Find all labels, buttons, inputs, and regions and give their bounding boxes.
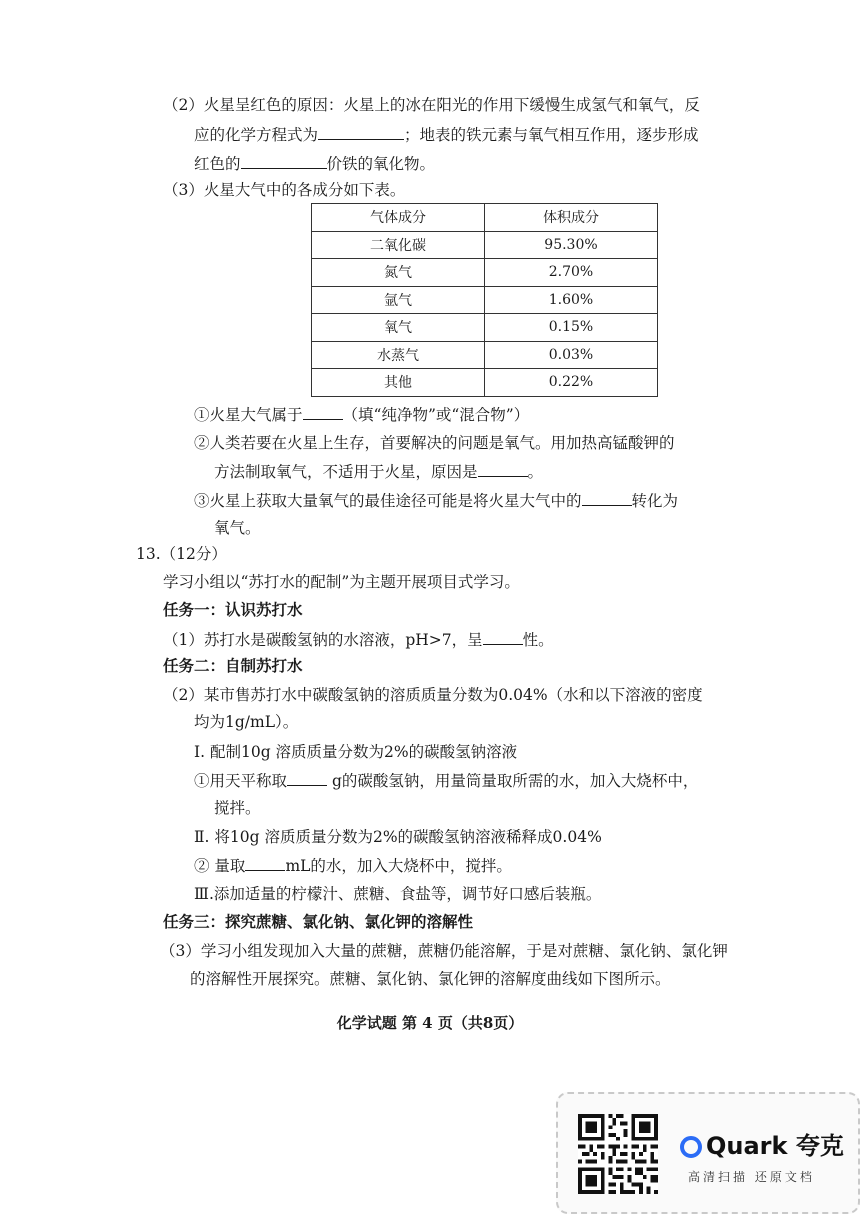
table-row — [312, 259, 658, 287]
table-header-row — [312, 204, 658, 232]
table-cell-volume: 0.22% — [485, 369, 658, 397]
answer-blank[interactable] — [287, 770, 327, 786]
table-header-cell: 体积成分 — [485, 204, 658, 232]
q12-sub3-line1-start: ③火星上获取大量氧气的最佳途径可能是将火星大气中的 — [194, 492, 582, 510]
q12-sub2-line2-end: 。 — [527, 463, 544, 481]
answer-blank[interactable] — [303, 404, 343, 420]
q12-sub2-line2-start: 方法制取氧气，不适用于火星，原因是 — [214, 463, 478, 481]
table-cell-volume: 1.60% — [485, 286, 658, 314]
quark-logo-icon — [680, 1136, 702, 1158]
q13-part1 — [163, 629, 554, 650]
q12-part2-line1: （2）火星呈红色的原因：火星上的冰在阳光的作用下缓慢生成氢气和氧气，反 — [163, 96, 700, 114]
q13-part2-line1: （2）某市售苏打水中碳酸氢钠的溶质质量分数为0.04%（水和以下溶液的密度 — [163, 686, 703, 704]
table-cell-gas: 二氧化碳 — [312, 231, 485, 259]
q12-sub3-line2: 氧气。 — [214, 519, 261, 537]
quark-subtitle: 高清扫描 还原文档 — [688, 1170, 815, 1184]
table-cell-volume: 0.03% — [485, 341, 658, 369]
q12-part2-line2 — [194, 124, 699, 145]
table-cell-gas: 氮气 — [312, 259, 485, 287]
q13-header: 13.（12分） — [136, 545, 227, 563]
q12-sub2-line2 — [214, 461, 543, 482]
answer-blank[interactable] — [245, 855, 285, 871]
q13-step1: Ⅰ. 配制10g 溶质质量分数为2%的碳酸氢钠溶液 — [194, 743, 518, 761]
table-cell-volume: 0.15% — [485, 314, 658, 342]
quark-brand-text: Quark 夸克 — [706, 1132, 844, 1160]
q13-step2-question-end: mL的水，加入大烧杯中，搅拌。 — [285, 857, 512, 875]
table-cell-gas: 氩气 — [312, 286, 485, 314]
table-cell-volume: 2.70% — [485, 259, 658, 287]
q12-part3-line1: （3）火星大气中的各成分如下表。 — [163, 181, 406, 199]
q13-step2-question-start: ② 量取 — [194, 857, 246, 875]
answer-blank[interactable] — [318, 124, 404, 140]
q13-step1-question-start: ①用天平称取 — [194, 772, 288, 790]
table-row — [312, 341, 658, 369]
q13-step1-question-line2: 搅拌。 — [214, 799, 261, 817]
q13-part2-line2: 均为1g/mL）。 — [194, 713, 299, 731]
q12-sub3-line1-end: 转化为 — [631, 492, 679, 510]
q12-sub1-start: ①火星大气属于 — [194, 406, 303, 424]
q12-part2-line2-end: ；地表的铁元素与氧气相互作用，逐步形成 — [404, 126, 699, 144]
q13-step2-question — [194, 855, 512, 876]
q12-sub1-end: （填“纯净物”或“混合物”） — [342, 406, 530, 424]
table-row — [312, 286, 658, 314]
page-footer: 化学试题 第 4 页（共8页） — [336, 1014, 524, 1032]
q12-part2-line2-start: 应的化学方程式为 — [194, 126, 319, 144]
q12-sub2-line1: ②人类若要在火星上生存，首要解决的问题是氧气。用加热高锰酸钾的 — [194, 434, 675, 452]
mars-atmosphere-table — [311, 203, 658, 397]
q13-part1-end: 性。 — [522, 631, 554, 649]
answer-blank[interactable] — [478, 461, 528, 477]
q13-step2: Ⅱ. 将10g 溶质质量分数为2%的碳酸氢钠溶液稀释成0.04% — [194, 828, 602, 846]
q12-part2-line3-start: 红色的 — [194, 155, 241, 173]
q13-step1-question — [194, 770, 698, 791]
answer-blank[interactable] — [241, 153, 327, 169]
qr-code-icon — [578, 1114, 658, 1194]
quark-watermark — [556, 1092, 860, 1214]
q13-task3-title: 任务三：探究蔗糖、氯化钠、氯化钾的溶解性 — [163, 912, 474, 931]
table-row — [312, 231, 658, 259]
quark-logo — [680, 1126, 844, 1161]
q13-part3-line1: （3）学习小组发现加入大量的蔗糖，蔗糖仍能溶解，于是对蔗糖、氯化钠、氯化钾 — [160, 942, 728, 960]
q12-sub1 — [194, 404, 529, 425]
q13-step1-question-end: g的碳酸氢钠，用量筒量取所需的水，加入大烧杯中， — [327, 772, 699, 790]
q13-task1-title: 任务一：认识苏打水 — [163, 600, 303, 619]
q12-sub3-line1 — [194, 490, 678, 511]
q12-part2-line3 — [194, 153, 435, 174]
table-cell-gas: 其他 — [312, 369, 485, 397]
table-cell-gas: 氧气 — [312, 314, 485, 342]
q13-intro: 学习小组以“苏打水的配制”为主题开展项目式学习。 — [163, 573, 520, 591]
q13-step3: Ⅲ.添加适量的柠檬汁、蔗糖、食盐等，调节好口感后装瓶。 — [194, 885, 602, 903]
q13-part1-start: （1）苏打水是碳酸氢钠的水溶液，pH>7，呈 — [163, 631, 483, 649]
table-row — [312, 369, 658, 397]
q13-task2-title: 任务二：自制苏打水 — [163, 656, 303, 675]
table-header-cell: 气体成分 — [312, 204, 485, 232]
answer-blank[interactable] — [582, 490, 632, 506]
table-cell-volume: 95.30% — [485, 231, 658, 259]
table-row — [312, 314, 658, 342]
table-cell-gas: 水蒸气 — [312, 341, 485, 369]
answer-blank[interactable] — [483, 629, 523, 645]
q12-part2-line3-end: 价铁的氧化物。 — [326, 155, 436, 173]
q13-part3-line2: 的溶解性开展探究。蔗糖、氯化钠、氯化钾的溶解度曲线如下图所示。 — [190, 970, 671, 988]
